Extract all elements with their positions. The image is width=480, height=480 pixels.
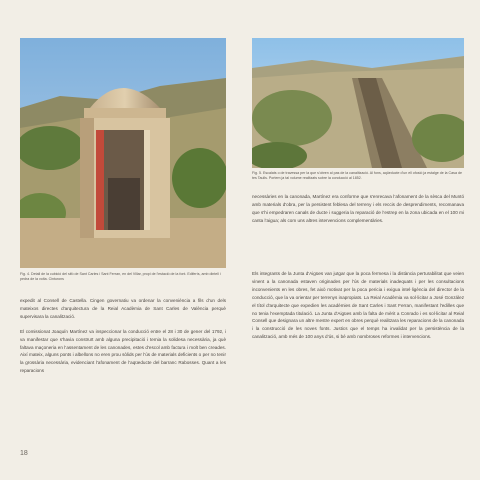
canal-trench-image <box>252 38 464 168</box>
stone-shelter-image <box>20 38 226 268</box>
paragraph: expedit al Consell de Castella. Cingen governatiu va ordenar la conveniència a fils d’un dels mateixos directes d’arquitectura de la Reial Acadèmia de Sant Carles de València perquè supervisara la canalització. <box>20 298 226 319</box>
right-text-column-bottom <box>252 270 464 348</box>
paragraph: El comissionat Joaquín Martínez va inspeccionar la conducció entre el 28 i 30 de gener del 1792, i va manifestar que s'havia construït amb alguna precipitació i temia la solidesa necessària, ja què faltava maçoneria en l’assentament de les canonades, estes d’escol amb factura i molt ben creades. Així mateix, alguns ponts i albellons no eren prou sòlids per l’ús de materials deficients o per no tenir la grossària necessària, evidenciant l’afonament de l’aqüeducte del barranc Rabosses. Quant a les reparacions <box>20 328 226 374</box>
paragraph: Els integrants de la Junta d'Aigües van jutgar que la poca fermesa i la distància perturabilitat que veien vinent a la canonada estaven originades per l'ús de materials inadequats i per les consultacions inconvenients en les obres, fet això motivat per la poca pericia i exigua intel·ligència del director de la conducció, que la va orientar per terrenys inapropiats. La Reial Acadèmia va sol·licitar a José González el títol d'arquitecte que expedien les acadèmies de Sant Carles i Sant Ferran, manifestant l'edilles que no tenia l’exemptada titulació. La Junta d'Aigües amb la falta de mèrit a Conrado i es sol·licitar al Reial Consell que designara un altre mestre expert en obres perquè realitzara les reparacions de la canonada i la construcció de les noves fonts. Justics que el temps ha invalidat per la persistència de la canalització, amb més de 100 anys d’ús, si bé amb nombroses reformes i intervencions. <box>252 271 464 340</box>
photo-right-caption: Fig. 5. Escalats o de travessa per la que s'obren al pas de la canalització. Al fons, aqüeducte d'un ell ofosió ja estalge de la Casa de tes Taulls. Portem ja tal volume realitzats sobre la conducció al 1852. <box>252 171 462 180</box>
page-number: 18 <box>20 450 28 457</box>
photo-stone-shelter <box>20 38 226 268</box>
left-text-column <box>20 297 226 382</box>
photo-canal-trench <box>252 38 464 168</box>
paragraph: necessàries en la canonada, Martínez era conforme que s'enrecava l’afonament de la sèsca del Muntó amb materials d'obra, per la persistent feblesa del terreny i els reccis de desprendiments, recomanava que s'hi empedraren canals de ducte i suggeria la reparació de l’estrep en la zona ubicada en el 100 mi canta l’aigua; als com uns altres intervencions complementàries. <box>252 194 464 223</box>
photo-left-caption: Fig. 4. Detall de la cubició del sifó de Sant Carles i Sant Ferran, en del Villar, propi de l’estació de la font. Ediferís, amb dintell i pedra de la volta. Cinturons <box>20 272 221 281</box>
right-text-column-top <box>252 193 464 232</box>
